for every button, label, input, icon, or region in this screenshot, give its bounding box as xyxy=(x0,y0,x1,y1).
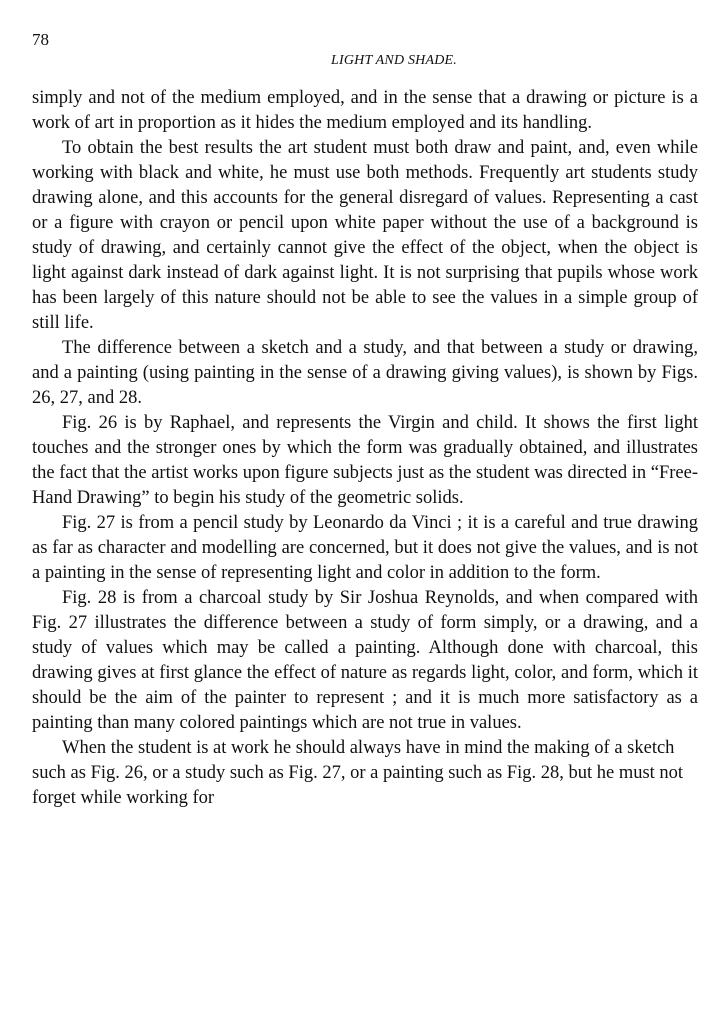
running-head: LIGHT AND SHADE. xyxy=(331,53,457,68)
paragraph-fig-27: Fig. 27 is from a pencil study by Leonardo da Vinci ; it is a careful and true drawing as far as character and modelling are concerned, but it does not give the values, and is not a painting in the sense of representing light and color in addition to the form. xyxy=(32,513,698,583)
paragraph-fig-26: Fig. 26 is by Raphael, and represents the Virgin and child. It shows the first light touches and the stronger ones by which the form was gradually obtained, and illustrates the fact that the artist works upon figure subjects just as the student was directed in “Free-Hand Drawing” to begin his study of the geometric solids. xyxy=(32,413,698,508)
paragraph-student-at-work: When the student is at work he should always have in mind the making of a sketch such as Fig. 26, or a study such as Fig. 27, or a painting such as Fig. 28, but he must not forget while working for xyxy=(32,738,684,808)
paragraph-fig-28: Fig. 28 is from a charcoal study by Sir Joshua Reynolds, and when compared with Fig. 27 illustrates the difference between a study of form simply, or a drawing, and a study of values which may be called a painting. Although done with charcoal, this drawing gives at first glance the effect of nature as regards light, color, and form, which it should be the aim of the painter to represent ; and it is much more satisfactory as a painting than many colored paintings which are not true in values. xyxy=(32,588,698,733)
paragraph-sketch-study-difference: The difference between a sketch and a study, and that between a study or drawing, and a painting (using painting in the sense of a drawing giving values), is shown by Figs. 26, 27, and 28. xyxy=(32,338,698,408)
body-text xyxy=(32,86,698,811)
paragraph-continued: simply and not of the medium employed, and in the sense that a drawing or picture is a work of art in proportion as it hides the medium employed and its handling. xyxy=(32,88,698,133)
page-number: 78 xyxy=(32,30,49,49)
paragraph-art-student-methods: To obtain the best results the art student must both draw and paint, and, even while working with black and white, he must use both methods. Frequently art students study drawing alone, and this accounts for the general disregard of values. Representing a cast or a figure with crayon or pencil upon white paper without the use of a background is study of drawing, and certainly cannot give the effect of the object, when the object is light against dark instead of dark against light. It is not surprising that pupils whose work has been largely of this nature should not be able to see the values in a simple group of still life. xyxy=(32,138,698,333)
